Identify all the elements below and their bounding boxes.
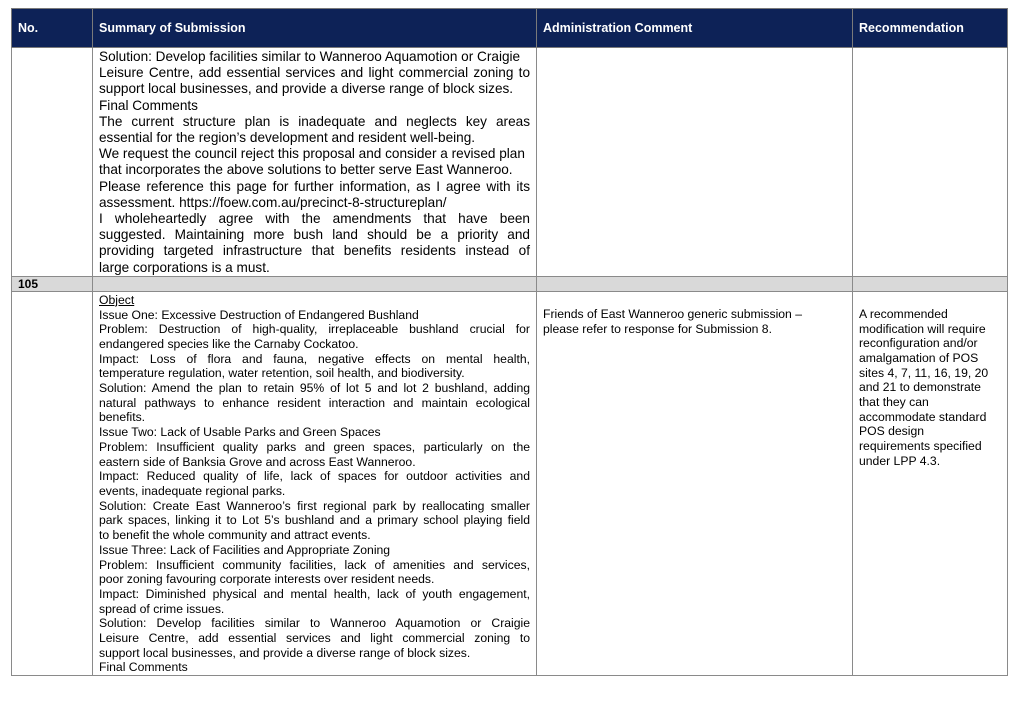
submissions-table <box>11 8 1008 676</box>
summary-line: essential for the region’s development and resident well-being. <box>99 130 476 146</box>
summary-line: Issue Three: Lack of Facilities and Appropriate Zoning <box>99 542 391 557</box>
summary-line: benefits. <box>99 410 146 425</box>
summary-line: Issue Two: Lack of Usable Parks and Green Spaces <box>99 425 381 440</box>
header-no: No. <box>12 9 93 48</box>
summary-line: Leisure Centre, add essential services and light commercial zoning to <box>99 631 530 646</box>
recommendation-line: under LPP 4.3. <box>859 453 941 468</box>
summary-line: Solution: Develop facilities similar to Wanneroo Aquamotion or Craigie <box>99 616 530 631</box>
recommendation-line: accommodate standard <box>859 409 987 424</box>
recommendation-line: A recommended <box>859 306 948 321</box>
summary-line: Leisure Centre, add essential services and light commercial zoning to <box>99 65 530 81</box>
cell-summary-continuation <box>93 48 537 277</box>
summary-line: Issue One: Excessive Destruction of Endangered Bushland <box>99 307 419 322</box>
summary-line: Problem: Insufficient community facilities, lack of amenities and services, <box>99 557 530 572</box>
cell-summary <box>93 291 537 675</box>
recommendation-line: POS design <box>859 424 925 439</box>
summary-line: Impact: Reduced quality of life, lack of spaces for outdoor activities and <box>99 469 530 484</box>
summary-line: suggested. Maintaining more bush land should be a priority and <box>99 227 530 243</box>
admin-comment-line: Friends of East Wanneroo generic submission – <box>543 306 802 321</box>
summary-line: that incorporates the above solutions to better serve East Wanneroo. <box>99 162 513 178</box>
cell-admin-comment <box>537 291 853 675</box>
summary-line: eastern side of Banksia Grove and across East Wanneroo. <box>99 454 416 469</box>
recommendation-line: sites 4, 7, 11, 16, 19, 20 <box>859 365 989 380</box>
summary-line: spread of crime issues. <box>99 601 225 616</box>
summary-line: support local businesses, and provide a diverse range of block sizes. <box>99 645 471 660</box>
summary-line: to benefit the whole community and attract events. <box>99 528 371 543</box>
summary-line: Solution: Develop facilities similar to Wanneroo Aquamotion or Craigie <box>99 49 521 64</box>
submission-number-row <box>12 276 1008 291</box>
table-header-row <box>12 9 1008 48</box>
cell-recommendation <box>853 48 1008 277</box>
table-row-submission <box>12 291 1008 675</box>
cell-no <box>12 48 93 277</box>
recommendation-line: amalgamation of POS <box>859 350 979 365</box>
recommendation-line: that they can <box>859 395 929 410</box>
cell-admin-comment <box>537 48 853 277</box>
summary-line: large corporations is a must. <box>99 259 270 275</box>
summary-line: Problem: Destruction of high-quality, irreplaceable bushland crucial for <box>99 322 530 337</box>
admin-comment-line: please refer to response for Submission 8. <box>543 321 772 336</box>
cell-recommendation <box>853 291 1008 675</box>
summary-line: poor zoning favouring corporate interests over resident needs. <box>99 572 435 587</box>
header-recommendation: Recommendation <box>853 9 1008 48</box>
header-summary: Summary of Submission <box>93 9 537 48</box>
summary-line: Impact: Diminished physical and mental health, lack of youth engagement, <box>99 586 530 601</box>
summary-line: events, inadequate regional parks. <box>99 483 286 498</box>
recommendation-line: requirements specified <box>859 439 982 454</box>
summary-line: Solution: Create East Wanneroo’s first regional park by reallocating smaller <box>99 498 530 513</box>
summary-line: We request the council reject this proposal and consider a revised plan <box>99 146 525 162</box>
summary-line: Final Comments <box>99 97 198 113</box>
table-row-continuation <box>12 48 1008 277</box>
summary-line: park spaces, linking it to Lot 5’s bushland and a primary school playing field <box>99 513 530 528</box>
summary-line: endangered species like the Carnaby Cockatoo. <box>99 336 359 351</box>
recommendation-line: modification will require <box>859 321 986 336</box>
summary-line: The current structure plan is inadequate and neglects key areas <box>99 113 530 129</box>
summary-line: providing targeted infrastructure that benefits residents instead of <box>99 243 530 259</box>
submission-heading: Object <box>99 292 135 307</box>
summary-line: temperature regulation, water retention, soil health, and biodiversity. <box>99 366 465 381</box>
summary-line: Please reference this page for further information, as I agree with its <box>99 178 530 194</box>
header-admin-comment: Administration Comment <box>537 9 853 48</box>
recommendation-line: and 21 to demonstrate <box>859 380 981 395</box>
summary-line: I wholeheartedly agree with the amendments that have been <box>99 211 530 227</box>
submission-number: 105 <box>12 276 93 291</box>
summary-line: Solution: Amend the plan to retain 95% of lot 5 and lot 2 bushland, adding <box>99 381 530 396</box>
recommendation-line: reconfiguration and/or <box>859 336 978 351</box>
summary-line: Final Comments <box>99 660 188 675</box>
summary-line: Impact: Loss of flora and fauna, negative effects on mental health, <box>99 351 530 366</box>
summary-line: support local businesses, and provide a diverse range of block sizes. <box>99 81 514 97</box>
cell-no <box>12 291 93 675</box>
summary-line: assessment. https://foew.com.au/precinct-8-structureplan/ <box>99 194 447 210</box>
summary-line: Problem: Insufficient quality parks and green spaces, particularly on the <box>99 439 530 454</box>
summary-line: natural pathways to enhance resident interaction and maintain ecological <box>99 395 530 410</box>
